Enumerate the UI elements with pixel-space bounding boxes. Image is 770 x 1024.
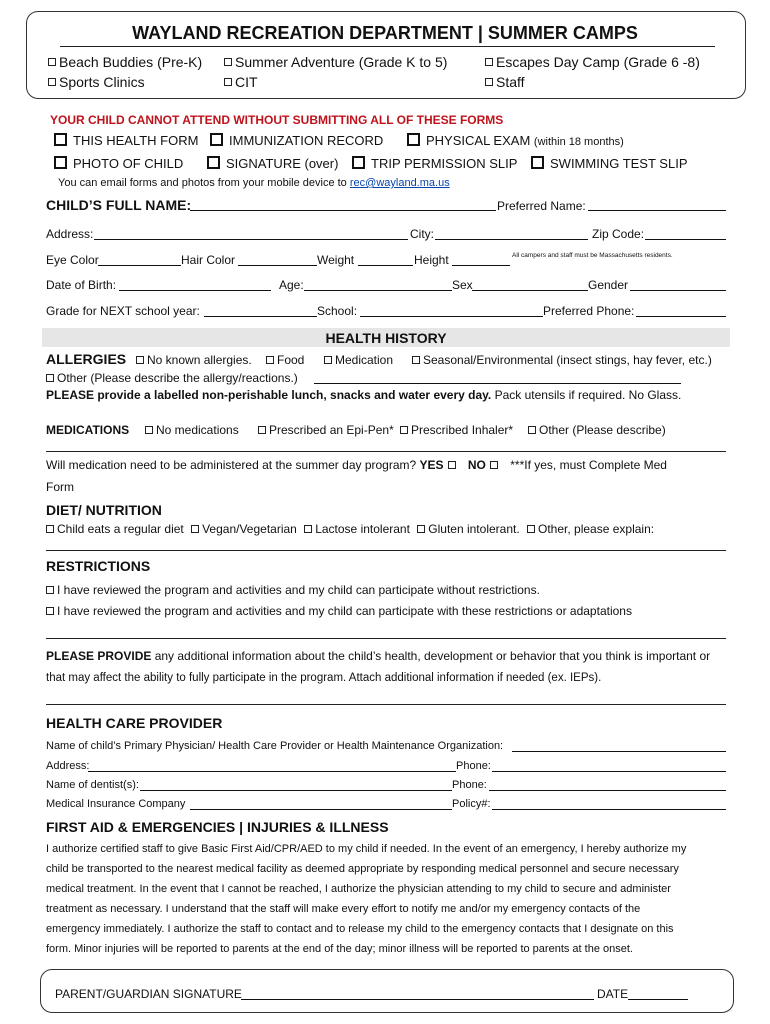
med-other[interactable] (528, 424, 666, 436)
provider-phone-field[interactable] (492, 771, 726, 772)
grade-field[interactable] (204, 316, 317, 317)
residents-note: All campers and staff must be Massachusetts residents. (512, 252, 673, 259)
email-note (58, 178, 450, 189)
req-label: TRIP PERMISSION SLIP (371, 156, 518, 171)
camp-label: Staff (496, 74, 525, 90)
date-label: DATE (597, 987, 629, 1001)
camp-option-cit[interactable] (224, 75, 258, 89)
email-link[interactable]: rec@wayland.ma.us (349, 177, 450, 189)
allergy-medication[interactable] (324, 354, 393, 366)
med-option-label: Prescribed an Epi-Pen* (269, 423, 394, 437)
med-option-label: Prescribed Inhaler* (411, 423, 514, 437)
no-checkbox[interactable] (490, 461, 498, 469)
diet-regular[interactable] (46, 522, 184, 536)
eye-color-label: Eye Color (46, 253, 99, 267)
dob-label: Date of Birth: (46, 278, 117, 292)
diet-option-label: Vegan/Vegetarian (202, 522, 297, 536)
med-note: ***If yes, must Complete Med (510, 458, 667, 472)
allergy-option-label: Food (277, 353, 305, 367)
policy-label: Policy#: (452, 798, 491, 810)
age-label: Age: (279, 278, 304, 292)
allergies-label: ALLERGIES (46, 351, 127, 367)
hair-color-label: Hair Color (181, 253, 236, 267)
gender-label: Gender (588, 278, 629, 292)
city-label: City: (410, 227, 434, 241)
date-field[interactable] (628, 999, 688, 1000)
child-full-name-label: CHILD’S FULL NAME: (46, 197, 192, 213)
allergy-other[interactable] (46, 372, 298, 384)
restriction-line[interactable] (46, 638, 726, 639)
requirements-warning: YOUR CHILD CANNOT ATTEND WITHOUT SUBMITTING ALL OF THESE FORMS (50, 113, 504, 127)
no-label: NO (467, 458, 486, 472)
child-full-name-field[interactable] (190, 210, 496, 211)
address-field[interactable] (94, 239, 408, 240)
height-label: Height (414, 253, 449, 267)
sex-field[interactable] (472, 290, 588, 291)
med-question-text: Will medication need to be administered at the summer day program? (46, 458, 417, 472)
restrictions-title: RESTRICTIONS (46, 558, 151, 574)
diet-vegan[interactable] (191, 522, 297, 536)
provide-line[interactable] (46, 704, 726, 705)
restriction-adapt[interactable] (46, 605, 632, 617)
page-title: WAYLAND RECREATION DEPARTMENT | SUMMER CAMPS (132, 23, 638, 43)
req-swimming-test[interactable] (531, 157, 687, 171)
diet-title: DIET/ NUTRITION (46, 502, 162, 518)
med-option-label: No medications (156, 423, 239, 437)
req-label: PHOTO OF CHILD (73, 156, 184, 171)
diet-option-label: Gluten intolerant. (428, 522, 520, 536)
lunch-note (46, 389, 681, 401)
signature-field[interactable] (241, 999, 594, 1000)
first-aid-paragraph (46, 839, 726, 959)
phone-field[interactable] (636, 316, 726, 317)
camp-label: Sports Clinics (59, 74, 145, 90)
height-field[interactable] (452, 265, 510, 266)
provider-address-field[interactable] (88, 771, 456, 772)
camp-option-beach-buddies[interactable] (48, 55, 202, 69)
preferred-name-field[interactable] (588, 210, 726, 211)
age-field[interactable] (304, 290, 452, 291)
gender-field[interactable] (630, 290, 726, 291)
allergy-other-label: Other (Please describe the allergy/reactions.) (57, 371, 298, 385)
provider-title: HEALTH CARE PROVIDER (46, 715, 223, 731)
camp-label: CIT (235, 74, 258, 90)
dentist-field[interactable] (140, 790, 452, 791)
med-form-word: Form (46, 480, 74, 494)
health-history-title: HEALTH HISTORY (325, 330, 447, 346)
provide-bold: PLEASE PROVIDE (46, 649, 152, 663)
med-question (46, 459, 667, 471)
weight-field[interactable] (358, 265, 413, 266)
title-rule (60, 46, 715, 47)
school-label: School: (317, 304, 358, 318)
first-aid-line: child be transported to the nearest medical facility as deemed appropriate by responding medical personnel and secure necessary (46, 863, 679, 875)
first-aid-line: emergency immediately. I authorize the staff to contact and to release my child to the emergency contacts that I designate on this (46, 923, 674, 935)
weight-label: Weight (317, 253, 355, 267)
diet-options (46, 523, 654, 535)
camp-label: Summer Adventure (Grade K to 5) (235, 54, 448, 70)
preferred-name-label: Preferred Name: (497, 199, 586, 213)
yes-label: YES (419, 458, 444, 472)
allergy-option-label: No known allergies. (147, 353, 252, 367)
zip-label: Zip Code: (592, 227, 645, 241)
camp-label: Beach Buddies (Pre-K) (59, 54, 203, 70)
yes-checkbox[interactable] (448, 461, 456, 469)
med-line[interactable] (46, 451, 726, 452)
diet-option-label: Child eats a regular diet (57, 522, 184, 536)
req-label: SIGNATURE (over) (226, 156, 339, 171)
physical-note: (within 18 months) (533, 136, 624, 148)
med-none[interactable] (145, 424, 239, 436)
insurance-label: Medical Insurance Company (46, 798, 186, 810)
provider-address-label: Address: (46, 760, 90, 772)
req-label: SWIMMING TEST SLIP (550, 156, 688, 171)
allergy-option-label: Medication (335, 353, 394, 367)
lunch-note-bold: PLEASE provide a labelled non-perishable lunch, snacks and water every day. (46, 388, 492, 402)
dentist-phone-label: Phone: (452, 779, 487, 791)
provide-line-1 (46, 650, 710, 662)
provider-phone-label: Phone: (456, 760, 491, 772)
provide-line-2: that may affect the ability to fully participate in the program. Attach additional information if needed (ex. IEPs). (46, 672, 602, 684)
insurance-field[interactable] (190, 809, 452, 810)
req-label: IMMUNIZATION RECORD (229, 133, 384, 148)
school-field[interactable] (360, 316, 543, 317)
req-trip-permission[interactable] (352, 157, 517, 171)
address-label: Address: (46, 227, 94, 241)
eye-color-field[interactable] (98, 265, 181, 266)
dob-field[interactable] (119, 290, 271, 291)
req-immunization[interactable] (210, 134, 383, 148)
restriction-none[interactable] (46, 584, 540, 596)
camp-option-staff[interactable] (485, 75, 525, 89)
camp-option-sports-clinics[interactable] (48, 75, 145, 89)
camp-option-escapes[interactable] (485, 55, 700, 69)
first-aid-line: I authorize certified staff to give Basic First Aid/CPR/AED to my child if needed. In the event of an emergency, I hereby authorize my (46, 843, 687, 855)
first-aid-line: medical treatment. In the event that I cannot be reached, I authorize the physician attending to my child to secure and administer (46, 883, 671, 895)
diet-lactose[interactable] (304, 522, 410, 536)
sex-label: Sex (452, 278, 473, 292)
diet-other[interactable] (527, 522, 654, 536)
req-label: PHYSICAL EXAM (426, 133, 531, 148)
hair-color-field[interactable] (238, 265, 317, 266)
physician-field[interactable] (512, 751, 726, 752)
allergy-option-label: Seasonal/Environmental (insect stings, hay fever, etc.) (423, 353, 712, 367)
diet-gluten[interactable] (417, 522, 519, 536)
first-aid-title: FIRST AID & EMERGENCIES | INJURIES & ILLNESS (46, 819, 389, 835)
camp-option-summer-adventure[interactable] (224, 55, 447, 69)
med-option-label: Other (Please describe) (539, 423, 666, 437)
first-aid-line: treatment as necessary. I understand that the staff will make every effort to notify me and/or my emergency contacts of the (46, 903, 641, 915)
med-epipen[interactable] (258, 424, 394, 436)
grade-label: Grade for NEXT school year: (46, 304, 200, 318)
allergy-none[interactable] (136, 354, 252, 366)
diet-option-label: Other, please explain: (538, 522, 655, 536)
provide-text: any additional information about the child’s health, development or behavior that you think is important or (154, 649, 711, 663)
req-label: THIS HEALTH FORM (73, 133, 199, 148)
diet-line[interactable] (46, 550, 726, 551)
req-signature[interactable] (207, 157, 338, 171)
allergy-other-field[interactable] (314, 383, 681, 384)
policy-field[interactable] (492, 809, 726, 810)
first-aid-line: form. Minor injuries will be reported to parents at the end of the day; minor illness will be reported to parents at the onset. (46, 943, 633, 955)
diet-option-label: Lactose intolerant (315, 522, 410, 536)
req-health-form[interactable] (54, 134, 198, 148)
req-physical-exam[interactable] (407, 134, 624, 148)
physician-label: Name of child’s Primary Physician/ Health Care Provider or Health Maintenance Organization: (46, 740, 504, 752)
med-inhaler[interactable] (400, 424, 513, 436)
restriction-option-label: I have reviewed the program and activities and my child can participate with these restrictions or adaptations (57, 604, 632, 618)
dentist-label: Name of dentist(s): (46, 779, 139, 791)
lunch-note-rest: Pack utensils if required. No Glass. (494, 388, 682, 402)
phone-label: Preferred Phone: (543, 304, 635, 318)
allergy-food[interactable] (266, 354, 304, 366)
allergy-seasonal[interactable] (412, 354, 712, 366)
medications-label: MEDICATIONS (46, 423, 130, 437)
camp-label: Escapes Day Camp (Grade 6 -8) (496, 54, 700, 70)
signature-label: PARENT/GUARDIAN SIGNATURE (55, 987, 242, 1001)
email-note-text: You can email forms and photos from your mobile device to (58, 177, 347, 189)
restriction-option-label: I have reviewed the program and activities and my child can participate without restrictions. (57, 583, 540, 597)
zip-field[interactable] (645, 239, 726, 240)
city-field[interactable] (435, 239, 588, 240)
req-photo[interactable] (54, 157, 183, 171)
dentist-phone-field[interactable] (489, 790, 726, 791)
